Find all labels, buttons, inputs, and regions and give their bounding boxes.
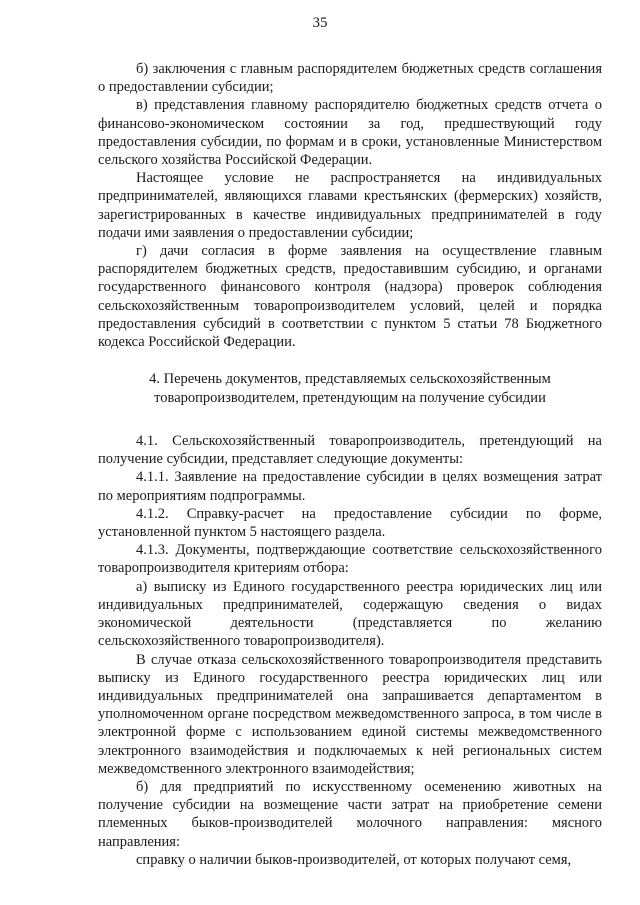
paragraph-b-insemination: б) для предприятий по искусственному осеменению животных на получение субсидии на возмещение части затрат на приобретение семени племенных быков-производителей молочного направления: мясного направления:	[98, 778, 602, 850]
document-body	[98, 60, 602, 869]
paragraph-condition-exception: Настоящее условие не распространяется на индивидуальных предпринимателей, являющихся главами крестьянских (фермерских) хозяйств, зарегистрированных в качестве индивидуальных предпринимателей в году подачи ими заявления о предоставлении субсидии;	[98, 170, 602, 241]
paragraph-4-1-2: 4.1.2. Справку-расчет на предоставление субсидии по форме, установленной пунктом 5 настоящего раздела.	[98, 505, 602, 541]
paragraph-4-1-1: 4.1.1. Заявление на предоставление субсидии в целях возмещения затрат по мероприятиям подпрограммы.	[98, 469, 602, 504]
paragraph-4-1-3: 4.1.3. Документы, подтверждающие соответствие сельскохозяйственного товаропроизводителя критериям отбора:	[98, 542, 602, 577]
section-heading	[98, 370, 602, 407]
section-heading-line-1: 4. Перечень документов, представляемых сельскохозяйственным	[149, 371, 551, 388]
paragraph-v-report: в) представления главному распорядителю бюджетных средств отчета о финансово-экономическом состоянии за год, предшествующий году предоставления субсидии, по формам и в сроки, установленные Министерством сельского хозяйства Российской Федерации.	[98, 97, 602, 169]
paragraph-bulls-certificate: справку о наличии быков-производителей, от которых получают семя,	[136, 851, 572, 868]
paragraph-b-agreement: б) заключения с главным распорядителем бюджетных средств соглашения о предоставлении субсидии;	[98, 61, 602, 96]
page-number: 35	[312, 15, 328, 31]
paragraph-refusal-case: В случае отказа сельскохозяйственного товаропроизводителя представить выписку из Единого государственного реестра юридических лиц или индивидуальных предпринимателей она запрашивается департаментом в уполномоченном органе посредством межведомственного запроса, в том числе в электронной форме с использованием единой системы межведомственного электронного взаимодействия и подключаемых к ней региональных систем межведомственного электронного взаимодействия;	[98, 651, 602, 777]
section-heading-line-2: товаропроизводителем, претендующим на получение субсидии	[154, 389, 546, 406]
paragraph-g-consent: г) дачи согласия в форме заявления на осуществление главным распорядителем бюджетных средств, предоставившим субсидию, и органами государственного финансового контроля (надзора) проверок соблюдения сельскохозяйственным товаропроизводителем условий, целей и порядка предоставления субсидий в соответствии с пунктом 5 статьи 78 Бюджетного кодекса Российской Федерации.	[98, 243, 602, 351]
paragraph-a-extract: а) выписку из Единого государственного реестра юридических лиц или индивидуальных предпринимателей, содержащую сведения о видах экономической деятельности (представляется по желанию сельскохозяйственного товаропроизводителя).	[98, 578, 602, 650]
paragraph-4-1: 4.1. Сельскохозяйственный товаропроизводитель, претендующий на получение субсидии, представляет следующие документы:	[98, 433, 602, 468]
